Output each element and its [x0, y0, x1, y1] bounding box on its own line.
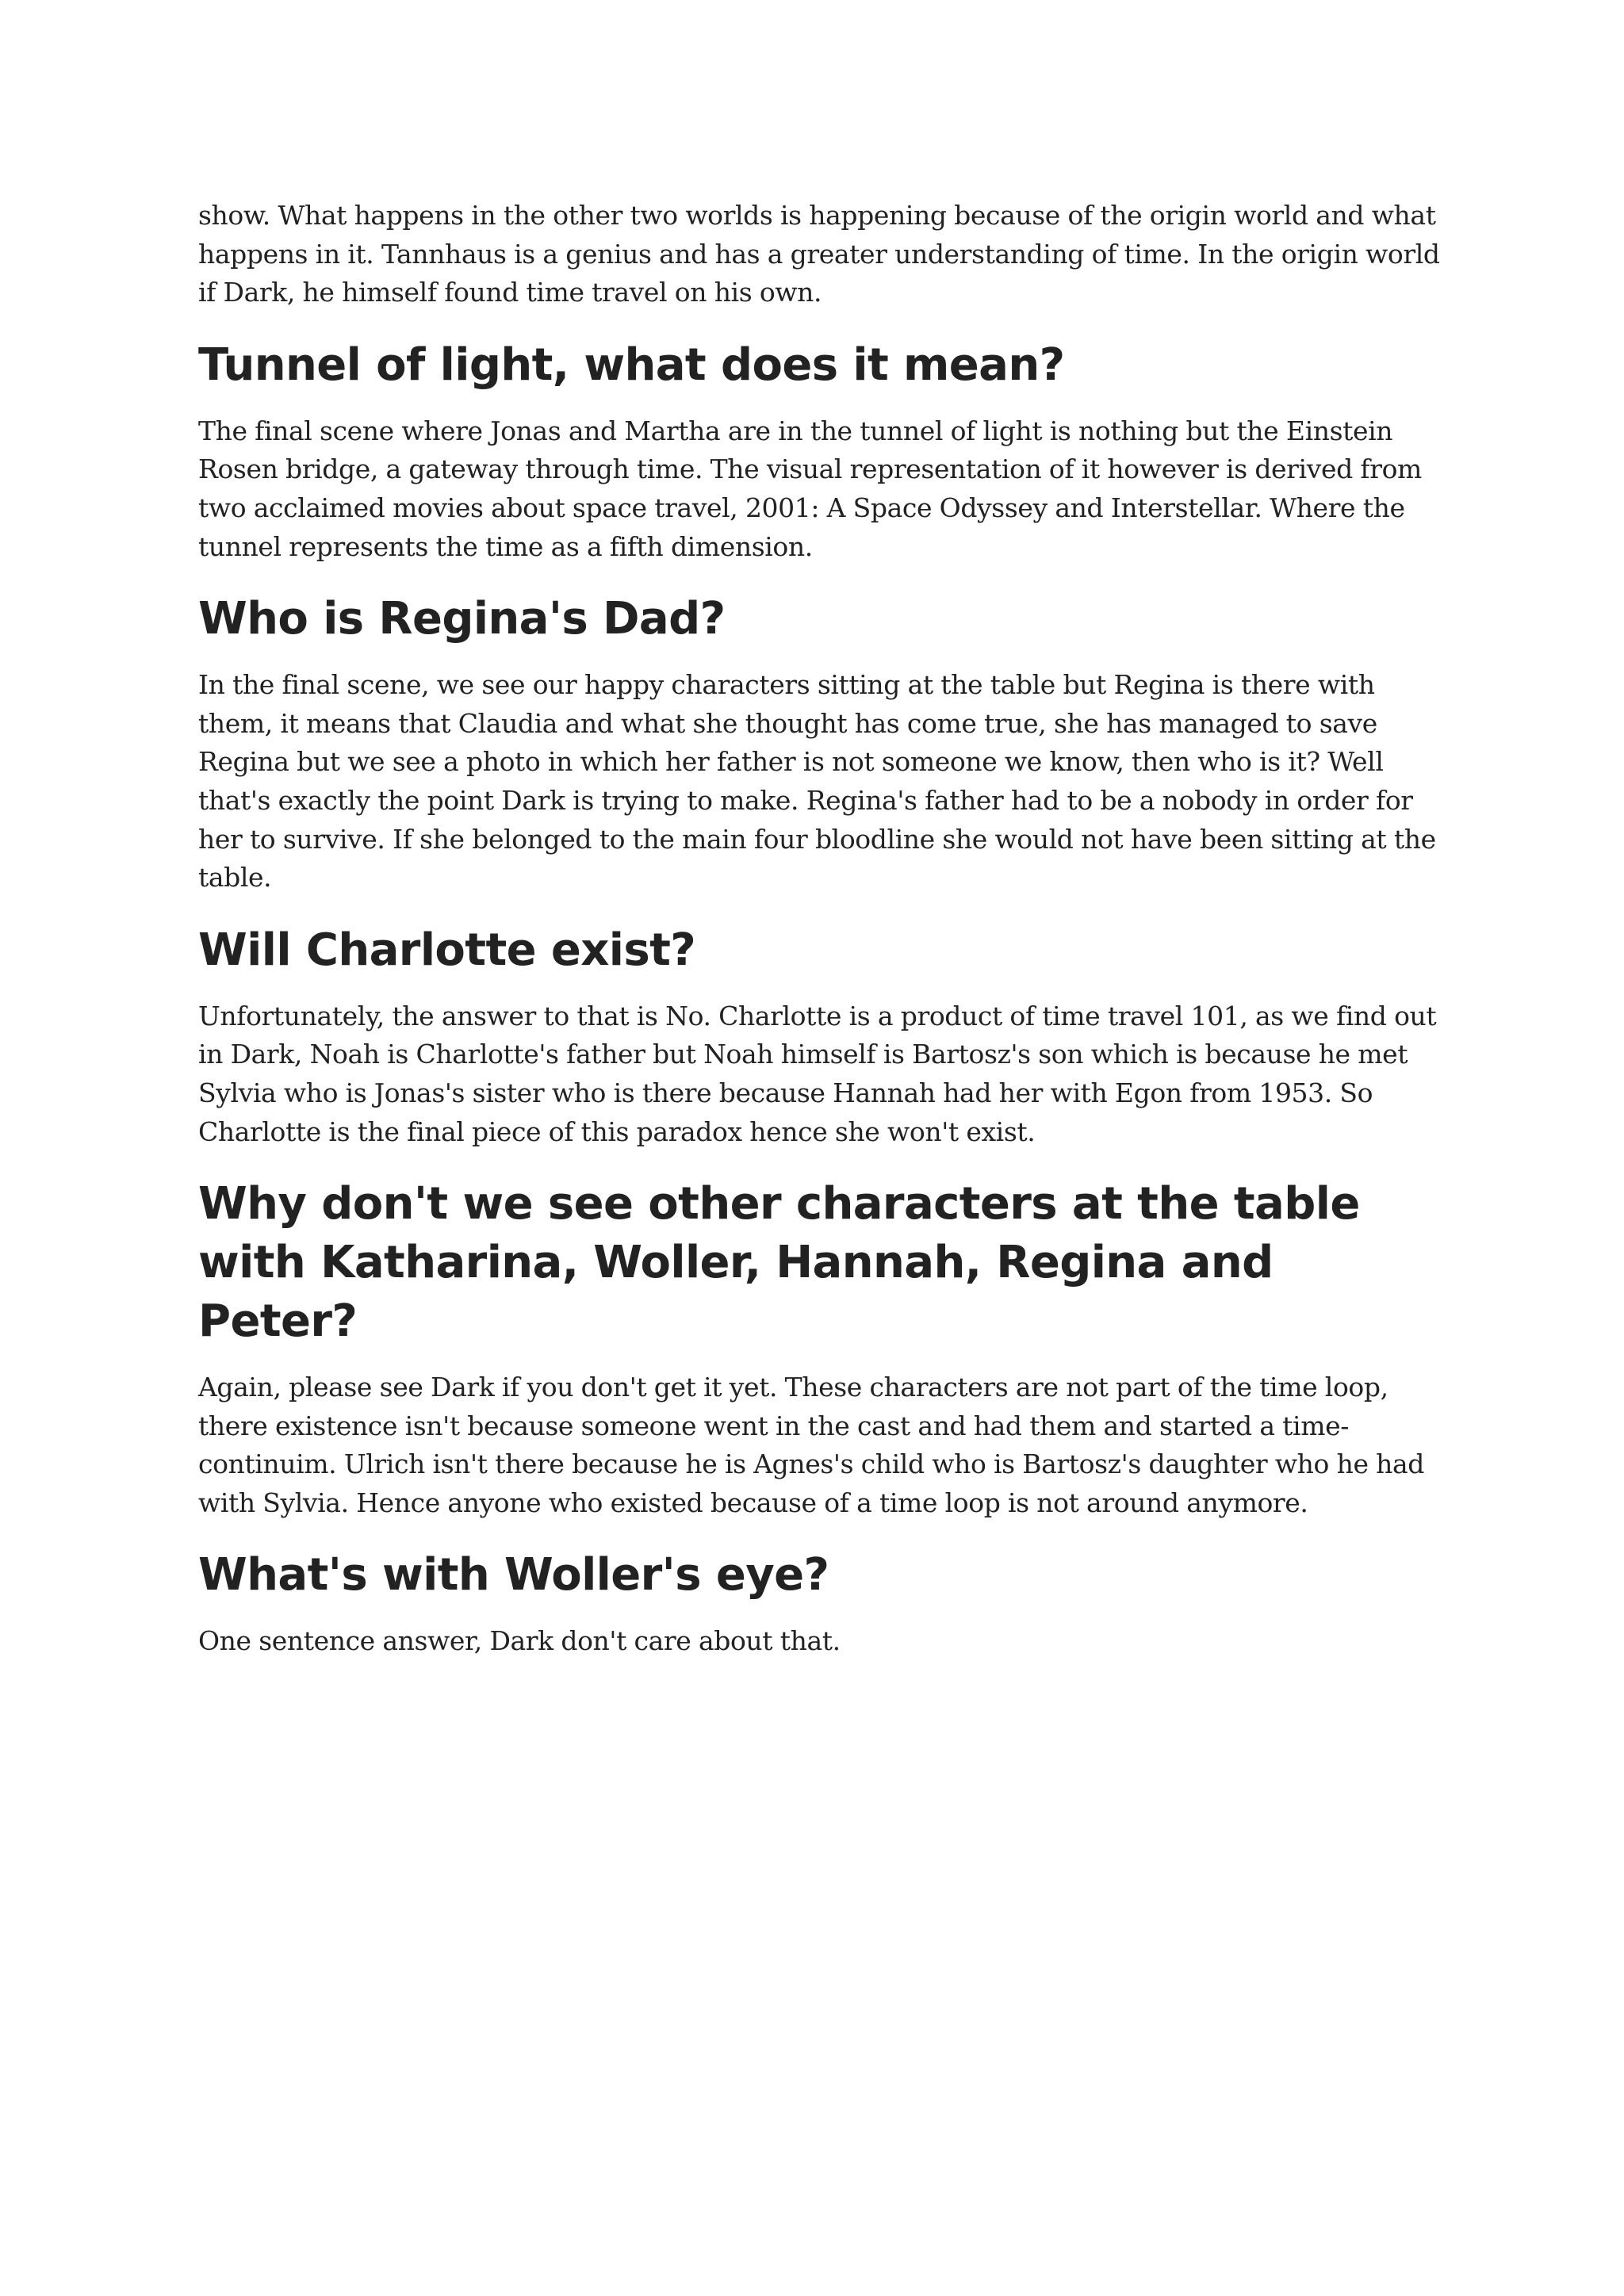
section-paragraph: In the final scene, we see our happy characters sitting at the table but Regina is there with them, it means that Claudia and what she thought has come true, she has managed to save Regina but we see a photo in which her father is not someone we know, then who is it? Well that's exactly the point Dark is trying to make. Regina's father had to be a nobody in order for her to survive. If she belonged to the main four bloodline she would not have been sitting at the table. [198, 669, 1436, 894]
section-wollers-eye [198, 1546, 1443, 1661]
section-paragraph: One sentence answer, Dark don't care about that. [198, 1625, 841, 1657]
section-paragraph: Again, please see Dark if you don't get it yet. These characters are not part of the time loop, there existence isn't because someone went in the cast and had them and started a time-continuim. Ulrich isn't there because he is Agnes's child who is Bartosz's daughter who he had with Sylvia. Hence anyone who existed because of a time loop is not around anymore. [198, 1372, 1425, 1518]
section-heading: Tunnel of light, what does it mean? [198, 339, 1065, 391]
section-heading: Who is Regina's Dad? [198, 593, 726, 645]
section-heading: Why don't we see other characters at the table with Katharina, Woller, Hannah, Regina and Peter? [198, 1178, 1360, 1348]
section-heading: Will Charlotte exist? [198, 924, 696, 976]
intro-paragraph: show. What happens in the other two worlds is happening because of the origin world and what happens in it. Tannhaus is a genius and has a greater understanding of time. In the origin world if Dark, he himself found time travel on his own. [198, 200, 1440, 308]
section-charlotte [198, 921, 1443, 1151]
section-reginas-dad [198, 590, 1443, 897]
section-tunnel-of-light [198, 336, 1443, 566]
document-page [198, 197, 1443, 1661]
section-paragraph: The final scene where Jonas and Martha are in the tunnel of light is nothing but the Einstein Rosen bridge, a gateway through time. The visual representation of it however is derived from two acclaimed movies about space travel, 2001: A Space Odyssey and Interstellar. Where the tunnel represents the time as a fifth dimension. [198, 415, 1422, 562]
section-heading: What's with Woller's eye? [198, 1549, 829, 1601]
section-other-characters [198, 1175, 1443, 1522]
section-paragraph: Unfortunately, the answer to that is No. Charlotte is a product of time travel 101, as we find out in Dark, Noah is Charlotte's father but Noah himself is Bartosz's son which is because he met Sylvia who is Jonas's sister who is there because Hannah had her with Egon from 1953. So Charlotte is the final piece of this paradox hence she won't exist. [198, 1000, 1437, 1147]
